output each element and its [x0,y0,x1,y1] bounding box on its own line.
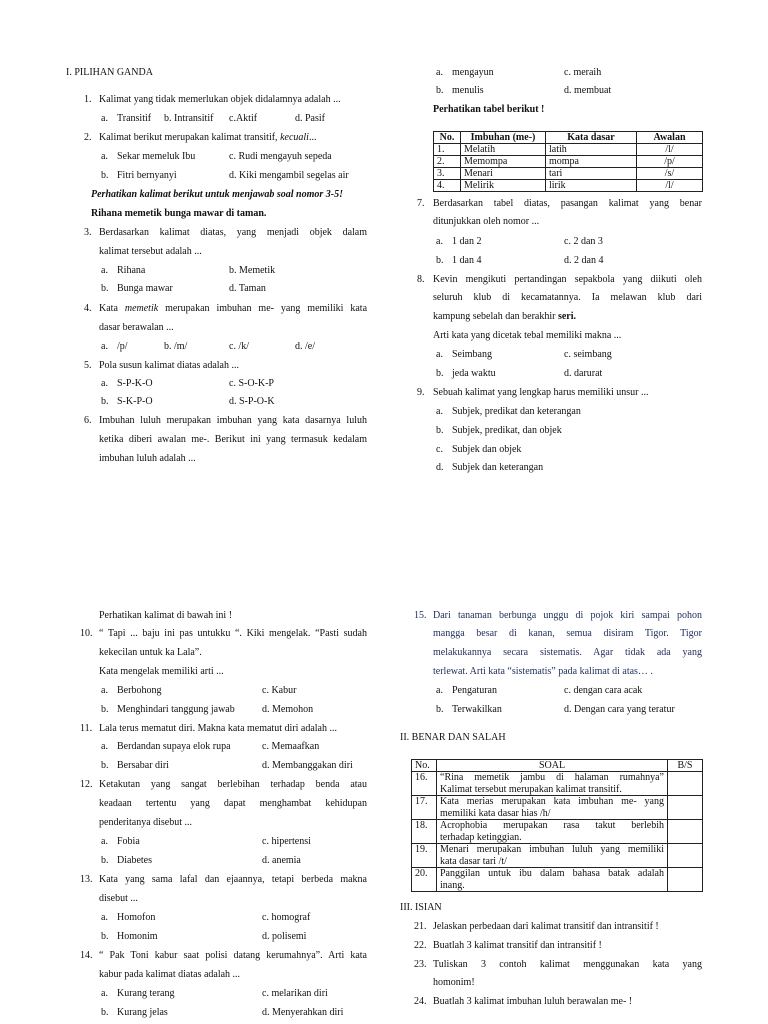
table-cell: mompa [546,156,637,168]
option-letter: a. [436,236,443,247]
table-cell: Memompa [461,156,546,168]
question-text-end: ... [308,132,317,143]
answer-cell[interactable] [668,796,703,820]
option-d: d. Membanggakan diri [262,760,353,771]
question-text-cont: homonim! [433,977,475,988]
option-letter: a. [101,836,108,847]
option-d: d. anemia [262,855,301,866]
table-row [412,820,703,844]
option-a: Transitif [117,113,152,124]
option-b: jeda waktu [452,368,496,379]
table-cell [437,868,668,892]
table-cell: 19. [412,844,437,868]
option-c: c. seimbang [564,349,612,360]
option-a: Seimbang [452,349,492,360]
table-cell: 4. [434,180,461,192]
statement-line: Menari merupakan imbuhan luluh yang memiliki [440,844,664,855]
option-a: Pengaturan [452,685,497,696]
instruction: Perhatikan kalimat berikut untuk menjawab soal nomor 3-5! [91,189,343,200]
option-b: Menghindari tanggung jawab [117,704,235,715]
option-b: menulis [452,85,484,96]
statement-line: memiliki kata dasar hias /h/ [440,808,551,819]
table-row [412,868,703,892]
question-text-cont: dasar berawalan ... [99,322,174,333]
option-c: c. Rudi mengayuh sepeda [229,151,332,162]
option-letter: b. [101,931,109,942]
question-number: 1. [84,94,92,105]
table-row [434,144,703,156]
option-a: Kurang terang [117,988,175,999]
option-b: Terwakilkan [452,704,502,715]
question-number: 9. [417,387,425,398]
question-text-emphasis: kecuali [280,132,309,143]
option-letter: b. [101,760,109,771]
option-d: d. 2 dan 4 [564,255,604,266]
option-a: Rihana [117,265,146,276]
true-false-table [411,759,703,892]
option-c: c. meraih [564,67,602,78]
option-letter: d. [436,462,444,473]
option-c: c.Aktif [229,113,258,124]
statement-line: Panggilan untuk ibu dalam bahasa batak adalah [440,868,664,879]
option-letter: b. [101,170,109,181]
table-header: No. [434,132,461,144]
question-number: 8. [417,274,425,285]
question-number: 6. [84,415,92,426]
question-text-bold: seri. [557,311,577,322]
instruction: Perhatikan kalimat di bawah ini ! [99,610,233,621]
table-cell [437,772,668,796]
question-text-cont: terlewat. Arti kata “sistematis” pada kalimat di atas… . [433,666,653,677]
question-text-cont: imbuhan luluh adalah ... [99,453,196,464]
option-d: d. Memohon [262,704,314,715]
option-c: c. 2 dan 3 [564,236,603,247]
option-b: b. Intransitif [164,113,214,124]
table-header: SOAL [437,760,668,772]
question-text-post: merupakan imbuhan me- yang memiliki kata [165,303,368,314]
option-a: Berdandan supaya elok rupa [117,741,231,752]
table-cell: 16. [412,772,437,796]
question-text-cont: kabur pada kalimat diatas adalah ... [99,969,241,980]
option-c: c. homograf [262,912,311,923]
question-text-main: Kalimat berikut merupakan kalimat transitif, [99,132,278,143]
option-c: c. S-O-K-P [229,378,274,389]
table-cell: /p/ [637,156,703,168]
question-text-cont: kalimat tersebut adalah ... [99,246,202,257]
statement-line: terhadap ketinggian. [440,832,522,843]
table-cell: /l/ [637,180,703,192]
option-a: Sekar memeluk Ibu [117,151,196,162]
table-row [412,796,703,820]
option-letter: b. [101,283,109,294]
table-header: Kata dasar [546,132,637,144]
table-row [412,844,703,868]
question-number: 21. [414,921,427,932]
question-text: Sebuah kalimat yang lengkap harus memiliki unsur ... [433,387,649,398]
question-text-cont: keadaan tertentu yang dapat menghambat kehidupan [99,798,367,809]
table-cell: Melatih [461,144,546,156]
option-letter: a. [101,912,108,923]
option-c: c. Memaafkan [262,741,320,752]
option-a: Homofon [117,912,156,923]
option-b: 1 dan 4 [452,255,482,266]
table-cell: /s/ [637,168,703,180]
option-b: b. Memetik [229,265,276,276]
question-text-cont: Arti kata yang dicetak tebal memiliki makna ... [433,330,622,341]
option-letter: a. [101,988,108,999]
option-d: Subjek dan keterangan [452,462,544,473]
table-header: No. [412,760,437,772]
reference-sentence: Rihana memetik bunga mawar di taman. [91,208,267,219]
question-text: Imbuhan luluh merupakan imbuhan yang kata dasarnya luluh [99,415,367,426]
option-b: Kurang jelas [117,1007,168,1018]
question-text: Kevin mengikuti pertandingan sepakbola yang diikuti oleh [433,274,702,285]
option-b: Bersabar diri [117,760,169,771]
table-cell: 20. [412,868,437,892]
option-c: c. melarikan diri [262,988,328,999]
question-number: 5. [84,360,92,371]
section-title-pilihan-ganda: I. PILIHAN GANDA [66,67,153,78]
question-text: Pola susun kalimat diatas adalah ... [99,360,239,371]
option-a: Subjek, predikat dan keterangan [452,406,581,417]
option-letter: b. [436,255,444,266]
table-cell: latih [546,144,637,156]
question-number: 14. [80,950,93,961]
question-text: Lala terus mematut diri. Makna kata mematut diri adalah ... [99,723,337,734]
option-a: mengayun [452,67,494,78]
option-b: Bunga mawar [117,283,173,294]
option-letter: c. [436,444,443,455]
option-b: Diabetes [117,855,152,866]
option-letter: a. [101,741,108,752]
answer-cell[interactable] [668,844,703,868]
question-text-pre: Kata [99,303,118,314]
option-d: d. Taman [229,283,266,294]
table-cell [437,844,668,868]
option-letter: b. [436,85,444,96]
table-cell: 18. [412,820,437,844]
section-title-benar-salah: II. BENAR DAN SALAH [400,732,506,743]
option-b: b. /m/ [164,341,188,352]
option-d: d. /e/ [295,341,315,352]
question-number: 23. [414,959,427,970]
question-text: Kalimat yang tidak memerlukan objek didalamnya adalah ... [99,94,341,105]
table-cell: /l/ [637,144,703,156]
question-number: 13. [80,874,93,885]
question-text-cont: seluruh klub di kecamatannya. Ia melawan klub dari [433,292,702,303]
option-b: S-K-P-O [117,396,153,407]
option-c: c. dengan cara acak [564,685,643,696]
option-c: c. Kabur [262,685,297,696]
option-b: Homonim [117,931,158,942]
table-header: B/S [668,760,703,772]
option-b: Subjek, predikat, dan objek [452,425,562,436]
instruction: Perhatikan tabel berikut ! [433,104,545,115]
option-d: d. Dengan cara yang teratur [564,704,675,715]
question-text-cont: Kata mengelak memiliki arti ... [99,666,224,677]
option-letter: a. [101,341,108,352]
question-text: Kata yang sama lafal dan ejaannya, tetapi berbeda makna [99,874,367,885]
statement-line: Kata merias merupakan kata imbuhan me- yang [440,796,664,807]
option-letter: a. [436,349,443,360]
question-text-cont: kekecilan untuk ka Lala”. [99,647,202,658]
table-cell: tari [546,168,637,180]
table-cell [437,820,668,844]
question-text: Berdasarkan kalimat diatas, yang menjadi objek dalam [99,227,367,238]
table-cell: 2. [434,156,461,168]
option-d: d. polisemi [262,931,307,942]
option-letter: b. [436,368,444,379]
statement-line: “Rina memetik jambu di halaman rumahnya” [440,772,664,783]
question-text: Berdasarkan tabel diatas, pasangan kalimat yang benar [433,198,702,209]
option-letter: b. [101,855,109,866]
option-letter: a. [436,406,443,417]
statement-line: kata dasar tari /t/ [440,856,507,867]
table-cell: 17. [412,796,437,820]
table-cell: Melirik [461,180,546,192]
table-row [412,772,703,796]
question-number: 3. [84,227,92,238]
option-a: /p/ [117,341,128,352]
question-text: Buatlah 3 kalimat transitif dan intransitif ! [433,940,602,951]
question-text-cont [433,311,576,323]
question-text-cont: ketika diberi awalan me-. Berikut ini yang termasuk kedalam [99,434,367,445]
question-text-cont: ditunjukkan oleh nomor ... [433,216,540,227]
question-text-cont: penderitanya disebut ... [99,817,193,828]
option-c: Subjek dan objek [452,444,522,455]
option-letter: b. [436,425,444,436]
table-header: Awalan [637,132,703,144]
statement-line: Kalimat tersebut merupakan kalimat transitif. [440,784,622,795]
option-c: c. hipertensi [262,836,311,847]
answer-cell[interactable] [668,820,703,844]
question-text: Ketakutan yang sangat berlebihan terhadap benda atau [99,779,367,790]
question-number: 15. [414,610,427,621]
option-letter: a. [436,67,443,78]
table-row [434,180,703,192]
table-cell: Menari [461,168,546,180]
option-letter: a. [101,378,108,389]
table-cell: 1. [434,144,461,156]
question-text: “ Pak Toni kabur saat polisi datang kerumahnya”. Arti kata [99,950,367,961]
question-number: 4. [84,303,92,314]
option-letter: b. [101,396,109,407]
option-letter: a. [436,685,443,696]
question-number: 22. [414,940,427,951]
option-a: 1 dan 2 [452,236,482,247]
question-text-cont: mangga besar di kanan, semua disiram Tigor. Tigor [433,628,702,639]
question-number: 10. [80,628,93,639]
affix-table [433,131,703,192]
question-text-cont: disebut ... [99,893,138,904]
table-row [434,156,703,168]
option-a: Fobia [117,836,140,847]
question-text [99,132,316,144]
section-title-isian: III. ISIAN [400,902,442,913]
option-letter: b. [436,704,444,715]
table-row [434,168,703,180]
option-letter: b. [101,1007,109,1018]
table-cell: 3. [434,168,461,180]
question-text: Tuliskan 3 contoh kalimat menggunakan kata yang [433,959,702,970]
answer-cell[interactable] [668,772,703,796]
option-c: c. /k/ [229,341,249,352]
question-text: “ Tapi ... baju ini pas untukku “. Kiki mengelak. “Pasti sudah [99,628,367,639]
question-text: Jelaskan perbedaan dari kalimat transitif dan intransitif ! [433,921,659,932]
option-d: d. Pasif [295,113,325,124]
option-d: d. darurat [564,368,603,379]
option-b: Fitri bernyanyi [117,170,177,181]
option-a: S-P-K-O [117,378,153,389]
answer-cell[interactable] [668,868,703,892]
question-number: 2. [84,132,92,143]
table-cell [437,796,668,820]
question-text [99,303,367,315]
question-text-cont: melakukannya secara sistematis. Agar tidak ada yang [433,647,702,658]
option-d: d. Kiki mengambil segelas air [229,170,349,181]
table-header: Imbuhan (me-) [461,132,546,144]
table-cell: lirik [546,180,637,192]
table-header-row [412,760,703,772]
option-letter: a. [101,265,108,276]
question-number: 24. [414,996,427,1007]
option-d: d. S-P-O-K [229,396,275,407]
option-letter: a. [101,113,108,124]
question-text: Dari tanaman berbunga unggu di pojok kiri sampai pohon [433,610,702,621]
question-text-emphasis: memetik [124,303,159,314]
option-a: Berbohong [117,685,162,696]
option-letter: a. [101,151,108,162]
statement-line: Acrophobia merupakan rasa takut berlebih [440,820,664,831]
question-number: 12. [80,779,93,790]
question-text: Buatlah 3 kalimat imbuhan luluh berawalan me- ! [433,996,633,1007]
question-number: 7. [417,198,425,209]
option-d: d. Menyerahkan diri [262,1007,344,1018]
table-header-row [434,132,703,144]
option-d: d. membuat [564,85,612,96]
question-text-pre: kampung sebelah dan berakhir [433,311,556,322]
statement-line: inang. [440,880,465,891]
option-letter: a. [101,685,108,696]
option-letter: b. [101,704,109,715]
question-number: 11. [80,723,93,734]
